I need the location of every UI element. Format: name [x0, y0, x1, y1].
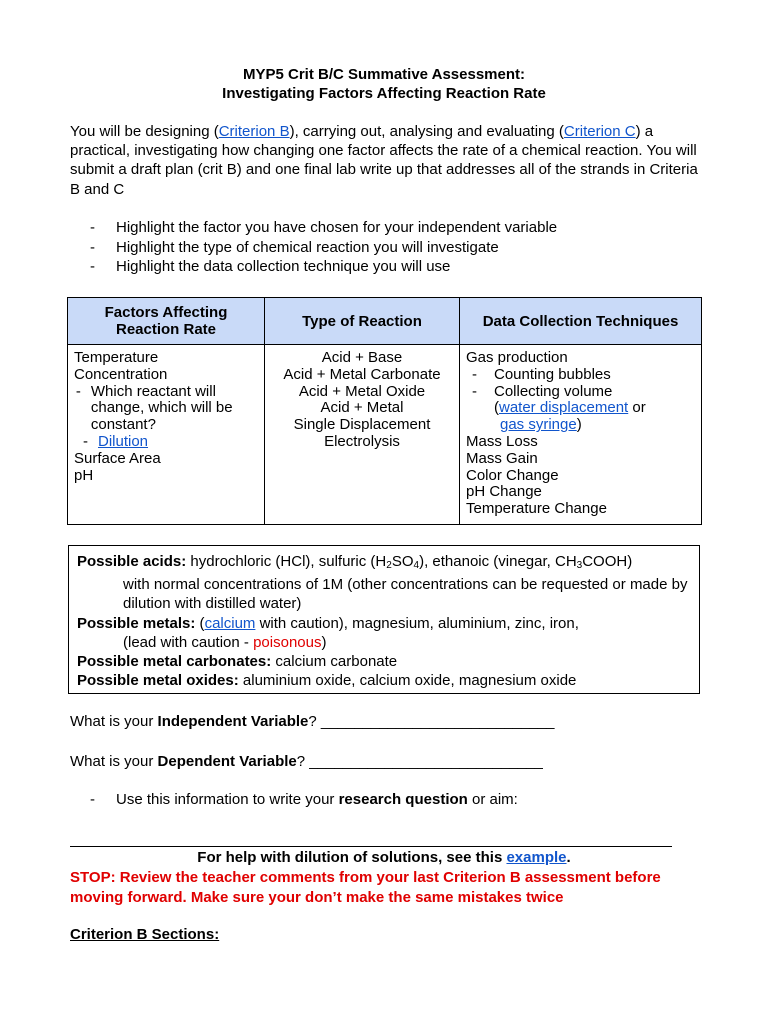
subitem-text: Counting bubbles [494, 365, 611, 383]
criterion-b-link[interactable]: Criterion B [218, 123, 290, 140]
help-text: For help with dilution of solutions, see this [197, 849, 507, 866]
criterion-b-sections-heading: Criterion B Sections: [70, 926, 220, 943]
reactions-cell [265, 345, 460, 525]
instruction-item [90, 238, 557, 258]
or-text: or [628, 399, 646, 417]
factors-cell [68, 345, 265, 525]
intro-text: ) a practical, investigating how changing one factor affects the rate of a chemical reaction. You will submit a draft plan (crit B) and one final lab write up that addresses all of the strands in Criteria B and C [70, 123, 698, 198]
question-bold: Dependent Variable [157, 753, 297, 770]
dilution-link[interactable]: Dilution [98, 432, 149, 450]
intro-text: ), carrying out, analysing and evaluating ( [289, 123, 564, 140]
reaction-item: Acid + Base [321, 349, 403, 366]
bullet-dash: - [90, 258, 95, 275]
instruction-list [90, 218, 557, 277]
acids-line [77, 552, 691, 575]
technique-item: Mass Gain [466, 449, 538, 467]
carbonates-label: Possible metal carbonates: [77, 653, 272, 671]
technique-subitem [466, 384, 695, 401]
water-displacement-link[interactable]: water displacement [499, 399, 629, 417]
reaction-item: Acid + Metal Carbonate [283, 365, 441, 383]
reaction-item: Acid + Metal Oxide [298, 382, 426, 400]
metals-continuation [77, 633, 691, 652]
paren: ( [494, 399, 499, 417]
oxides-line [77, 671, 691, 690]
independent-variable-question[interactable] [70, 713, 555, 730]
bullet-dash: - [90, 238, 95, 256]
question-bold: Independent Variable [157, 713, 309, 730]
carbonates-text: calcium carbonate [271, 653, 398, 671]
table-header-row [68, 298, 702, 345]
metals-label: Possible metals: [77, 614, 196, 632]
subscript: 2 [386, 560, 392, 571]
instruction-text: Highlight the factor you have chosen for your independent variable [116, 219, 558, 236]
technique-methods [466, 400, 695, 417]
instruction-item [90, 218, 557, 238]
instruction-text: Highlight the type of chemical reaction you will investigate [116, 238, 499, 256]
chemicals-box [68, 545, 700, 694]
bullet-dash: - [75, 382, 81, 400]
paren: ) [576, 416, 582, 434]
help-text: . [566, 849, 571, 866]
bullet-dash: - [472, 382, 477, 400]
technique-gas-production: Gas production [466, 349, 568, 366]
criterion-c-link[interactable]: Criterion C [563, 123, 636, 140]
acids-text: hydrochloric (HCl), sulfuric (H [186, 553, 387, 570]
intro-text: You will be designing ( [70, 123, 219, 140]
factor-concentration: Concentration [74, 365, 168, 383]
question-text: What is your [70, 753, 158, 770]
carbonates-line [77, 652, 691, 671]
poisonous-warning: poisonous [253, 633, 322, 651]
technique-item: Temperature Change [466, 500, 607, 518]
document-title-line1: MYP5 Crit B/C Summative Assessment: [242, 66, 526, 83]
reaction-item: Electrolysis [324, 432, 400, 450]
factors-table [67, 297, 702, 525]
reaction-item: Single Displacement [293, 416, 431, 434]
dependent-variable-question[interactable] [70, 753, 543, 770]
header-data-collection: Data Collection Techniques [460, 298, 702, 345]
question-text: or aim: [467, 791, 518, 808]
factor-ph: pH [74, 466, 94, 484]
subitem-text: Collecting volume [494, 382, 613, 400]
metals-text: (lead with caution - [123, 633, 254, 651]
acids-text: COOH) [582, 553, 633, 570]
acids-continuation: with normal concentrations of 1M (other concentrations can be requested or made by dilution with distilled water) [123, 576, 688, 613]
research-question-instruction [90, 791, 518, 808]
subitem-text: Which reactant will change, which will be constant? [90, 382, 233, 434]
answer-blank[interactable]: ? ____________________________ [308, 713, 555, 730]
technique-item: Mass Loss [466, 432, 538, 450]
techniques-cell [460, 345, 702, 525]
technique-subitem [466, 367, 695, 384]
calcium-link[interactable]: calcium [204, 614, 256, 632]
technique-item: pH Change [466, 483, 542, 501]
intro-paragraph [70, 122, 710, 199]
gas-syringe-link[interactable]: gas syringe [500, 416, 577, 434]
header-factors: Factors Affecting Reaction Rate [68, 298, 265, 345]
factor-subitem [74, 434, 258, 451]
acids-text: ), ethanoic (vinegar, CH [419, 553, 577, 570]
header-reaction-type: Type of Reaction [265, 298, 460, 345]
research-question-answer-line[interactable] [70, 846, 672, 847]
question-text: Use this information to write your [116, 791, 339, 808]
instruction-item [90, 257, 557, 277]
factor-surface-area: Surface Area [74, 449, 161, 467]
bullet-dash: - [90, 791, 95, 808]
subscript: 4 [413, 560, 420, 571]
metals-text: with caution), magnesium, aluminium, zinc, iron, [255, 614, 579, 632]
metals-line [77, 614, 691, 633]
reaction-item: Acid + Metal [320, 399, 404, 417]
question-text: What is your [70, 713, 158, 730]
acids-text: SO [391, 553, 414, 570]
instruction-text: Highlight the data collection technique you will use [116, 258, 451, 275]
subscript: 3 [576, 560, 583, 571]
question-bold: research question [338, 791, 468, 808]
dilution-help [0, 849, 768, 866]
metals-text: ) [321, 633, 327, 651]
oxides-label: Possible metal oxides: [77, 672, 239, 690]
bullet-dash: - [90, 219, 95, 236]
example-link[interactable]: example [506, 849, 567, 866]
answer-blank[interactable]: ? ____________________________ [296, 753, 543, 770]
metals-text: ( [195, 614, 205, 632]
technique-item: Color Change [466, 466, 559, 484]
bullet-dash: - [472, 365, 477, 383]
factor-temperature: Temperature [74, 349, 159, 366]
stop-warning: STOP: Review the teacher comments from your last Criterion B assessment before moving forward. Make sure your don’t make the same mistakes twice [70, 869, 661, 906]
document-title-line2: Investigating Factors Affecting Reaction Rate [222, 85, 546, 102]
bullet-dash: - [83, 432, 88, 450]
acids-label: Possible acids: [77, 553, 187, 570]
technique-methods [466, 417, 695, 434]
factor-subitem [74, 384, 258, 434]
table-row [68, 345, 702, 525]
oxides-text: aluminium oxide, calcium oxide, magnesium oxide [238, 672, 577, 690]
